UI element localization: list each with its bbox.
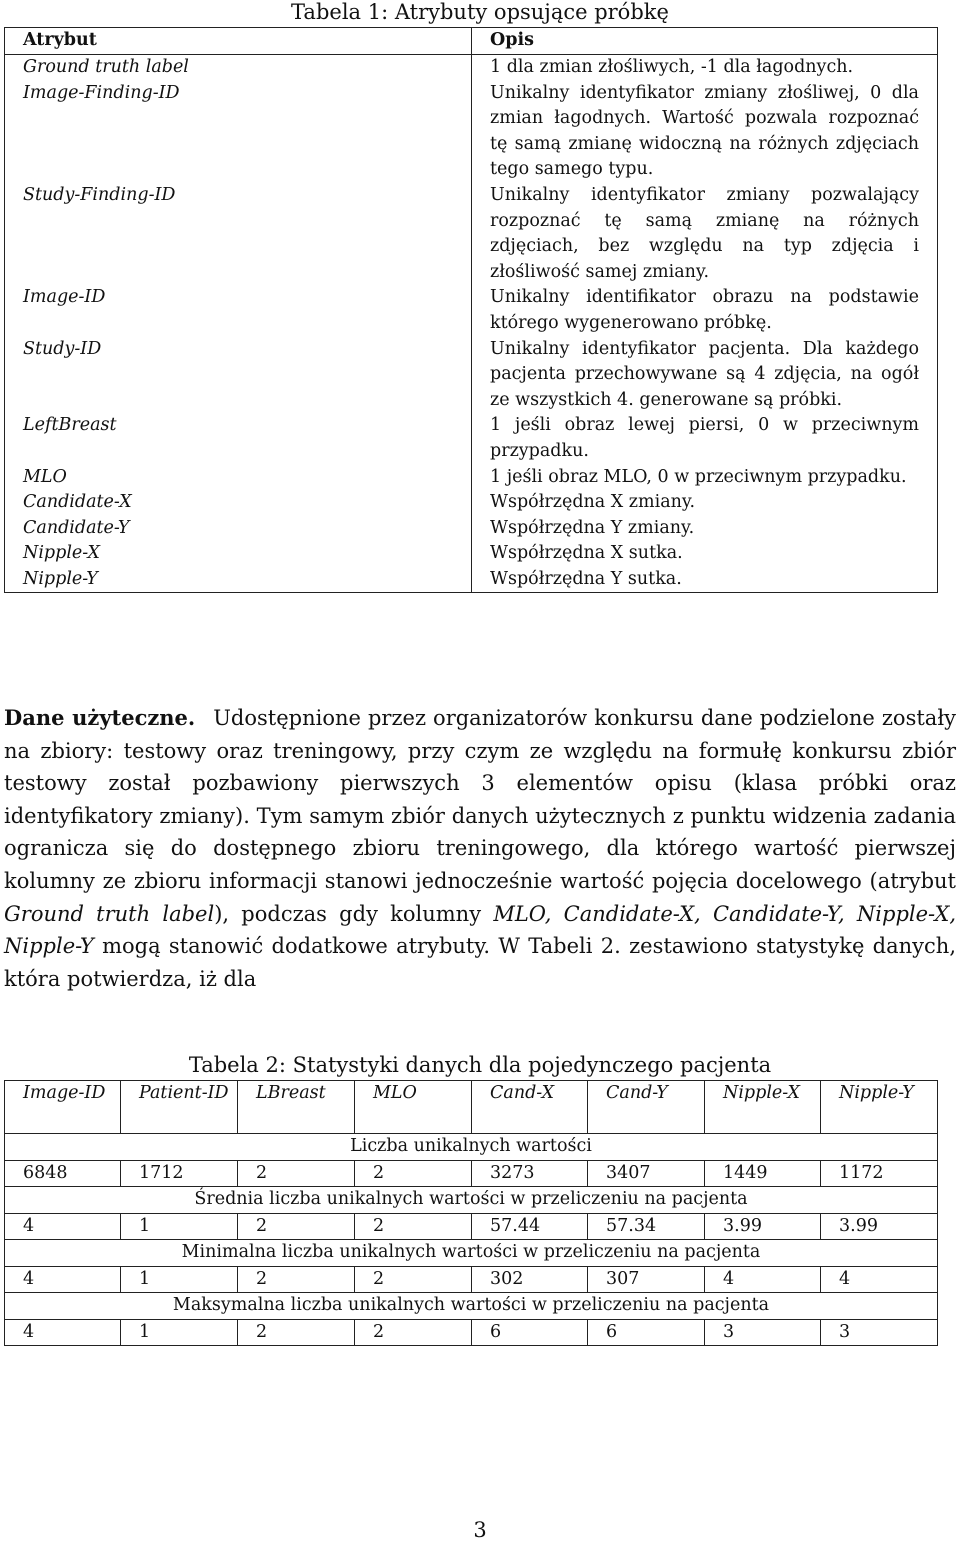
table-row (5, 1319, 938, 1346)
stat-value: 2 (355, 1266, 472, 1293)
attribute-name: Image-ID (5, 285, 472, 336)
section-title-row (5, 1134, 938, 1161)
page-number: 3 (473, 1518, 487, 1542)
section-title: Maksymalna liczba unikalnych wartości w przeliczeniu na pacjenta (5, 1293, 938, 1320)
table-row (5, 516, 938, 542)
table-row (5, 1266, 938, 1293)
stat-value: 3.99 (821, 1213, 938, 1240)
table-row (5, 1213, 938, 1240)
attribute-name: LeftBreast (5, 413, 472, 464)
attribute-description: 1 dla zmian złośliwych, -1 dla łagodnych. (490, 57, 854, 77)
stat-value: 2 (238, 1160, 355, 1187)
section-title-row (5, 1187, 938, 1214)
section-title: Liczba unikalnych wartości (5, 1134, 938, 1161)
stat-value: 6 (588, 1319, 705, 1346)
attribute-name: Study-ID (5, 337, 472, 414)
section-title-row (5, 1293, 938, 1320)
stat-value: 2 (238, 1266, 355, 1293)
column-header: Cand-Y (588, 1081, 705, 1134)
table-row (5, 465, 938, 491)
attribute-name: Nipple-X (5, 541, 472, 567)
column-header: Patient-ID (121, 1081, 238, 1134)
table-row (5, 337, 938, 414)
column-header: LBreast (238, 1081, 355, 1134)
table-row (5, 541, 938, 567)
attribute-name: Image-Finding-ID (5, 81, 472, 183)
paragraph-text-2: ), podczas gdy kolumny (214, 901, 494, 926)
table1-caption: Tabela 1: Atrybuty opsujące próbkę (291, 0, 669, 24)
stat-value: 2 (238, 1213, 355, 1240)
stat-value: 57.34 (588, 1213, 705, 1240)
column-header: Cand-X (472, 1081, 588, 1134)
section-title-row (5, 1240, 938, 1267)
stat-value: 1172 (821, 1160, 938, 1187)
section-title: Średnia liczba unikalnych wartości w przeliczeniu na pacjenta (5, 1187, 938, 1214)
stats-header-row (5, 1081, 938, 1134)
attribute-name: Candidate-X (5, 490, 472, 516)
stat-value: 2 (238, 1319, 355, 1346)
stat-value: 57.44 (472, 1213, 588, 1240)
stat-value: 3 (821, 1319, 938, 1346)
table-row (5, 55, 938, 81)
attribute-description: Współrzędna X zmiany. (490, 492, 696, 513)
paragraph-lead: Dane użyteczne. (4, 705, 196, 730)
stat-value: 4 (5, 1266, 121, 1293)
section-title: Minimalna liczba unikalnych wartości w przeliczeniu na pacjenta (5, 1240, 938, 1267)
table-row (5, 285, 938, 336)
paragraph-text-1: Udostępnione przez organizatorów konkursu dane podzielone zostały na zbiory: testowy oraz treningowy, przy czym ze względu na formułę konkursu zbiór testowy został pozbawiony pierwszych 3 elementów opisu (klasa próbki oraz identyfikatory zmiany). Tym samym zbiór danych użytecznych z punktu widzenia zadania ogranicza się do dostępnego zbioru treningowego, dla którego wartość pierwszej kolumny ze zbioru informacji stanowi jednocześnie wartość pojęcia docelowego (atrybut (4, 706, 956, 893)
stat-value: 2 (355, 1160, 472, 1187)
attribute-name: Study-Finding-ID (5, 183, 472, 285)
attribute-description: 1 jeśli obraz lewej piersi, 0 w przeciwnym przypadku. (490, 415, 919, 461)
table-row (5, 81, 938, 183)
paragraph-italic-1: Ground truth label (4, 901, 215, 926)
stat-value: 4 (5, 1213, 121, 1240)
stat-value: 1 (121, 1213, 238, 1240)
stat-value: 302 (472, 1266, 588, 1293)
column-header: MLO (355, 1081, 472, 1134)
table-row (5, 413, 938, 464)
stat-value: 4 (5, 1319, 121, 1346)
paragraph-text-3: mogą stanowić dodatkowe atrybuty. W Tabeli 2. zestawiono statystykę danych, która potwierdza, iż dla (4, 934, 956, 991)
attribute-name: MLO (5, 465, 472, 491)
stat-value: 1449 (705, 1160, 821, 1187)
table-header-row (5, 28, 938, 55)
stat-value: 3407 (588, 1160, 705, 1187)
header-description: Opis (472, 28, 938, 55)
attribute-description: Współrzędna Y zmiany. (490, 517, 695, 538)
stat-value: 1712 (121, 1160, 238, 1187)
stat-value: 6848 (5, 1160, 121, 1187)
table-row (5, 490, 938, 516)
header-attribute: Atrybut (5, 28, 472, 55)
table-row (5, 1160, 938, 1187)
statistics-table (4, 1080, 938, 1346)
attribute-description: Unikalny identifikator obrazu na podstawie którego wygenerowano próbkę. (490, 287, 919, 333)
stat-value: 3 (705, 1319, 821, 1346)
attributes-table (4, 27, 938, 593)
attribute-name: Ground truth label (5, 55, 472, 81)
attribute-name: Nipple-Y (5, 567, 472, 593)
stat-value: 3.99 (705, 1213, 821, 1240)
stat-value: 2 (355, 1319, 472, 1346)
stat-value: 4 (705, 1266, 821, 1293)
body-paragraph (4, 702, 956, 995)
stat-value: 3273 (472, 1160, 588, 1187)
attribute-description: Unikalny identyfikator pacjenta. Dla każdego pacjenta przechowywane są 4 zdjęcia, na ogół ze wszystkich 4. generowane są próbki. (490, 338, 919, 410)
attribute-description: Unikalny identyfikator zmiany pozwalający rozpoznać tę samą zmianę na różnych zdjęciach, bez względu na typ zdjęcia i złośliwość samej zmiany. (490, 184, 919, 282)
table-row (5, 183, 938, 285)
stat-value: 2 (355, 1213, 472, 1240)
column-header: Image-ID (5, 1081, 121, 1134)
column-header: Nipple-Y (821, 1081, 938, 1134)
paragraph-italic-2: MLO, Candidate-X, Candidate-Y, Nipple-X, Nipple-Y (4, 901, 956, 959)
stat-value: 4 (821, 1266, 938, 1293)
table-row (5, 567, 938, 593)
stat-value: 6 (472, 1319, 588, 1346)
attribute-description: Unikalny identyfikator zmiany złośliwej, 0 dla zmian łagodnych. Wartość pozwala rozpoznać tę samą zmianę widoczną na różnych zdjęciach tego samego typu. (490, 82, 919, 180)
attribute-description: Współrzędna X sutka. (490, 543, 683, 564)
attribute-description: Współrzędna Y sutka. (490, 568, 682, 589)
stat-value: 307 (588, 1266, 705, 1293)
table2-caption: Tabela 2: Statystyki danych dla pojedynczego pacjenta (188, 1053, 772, 1077)
attribute-description: 1 jeśli obraz MLO, 0 w przeciwnym przypadku. (490, 466, 907, 487)
stat-value: 1 (121, 1319, 238, 1346)
column-header: Nipple-X (705, 1081, 821, 1134)
stat-value: 1 (121, 1266, 238, 1293)
attribute-name: Candidate-Y (5, 516, 472, 542)
